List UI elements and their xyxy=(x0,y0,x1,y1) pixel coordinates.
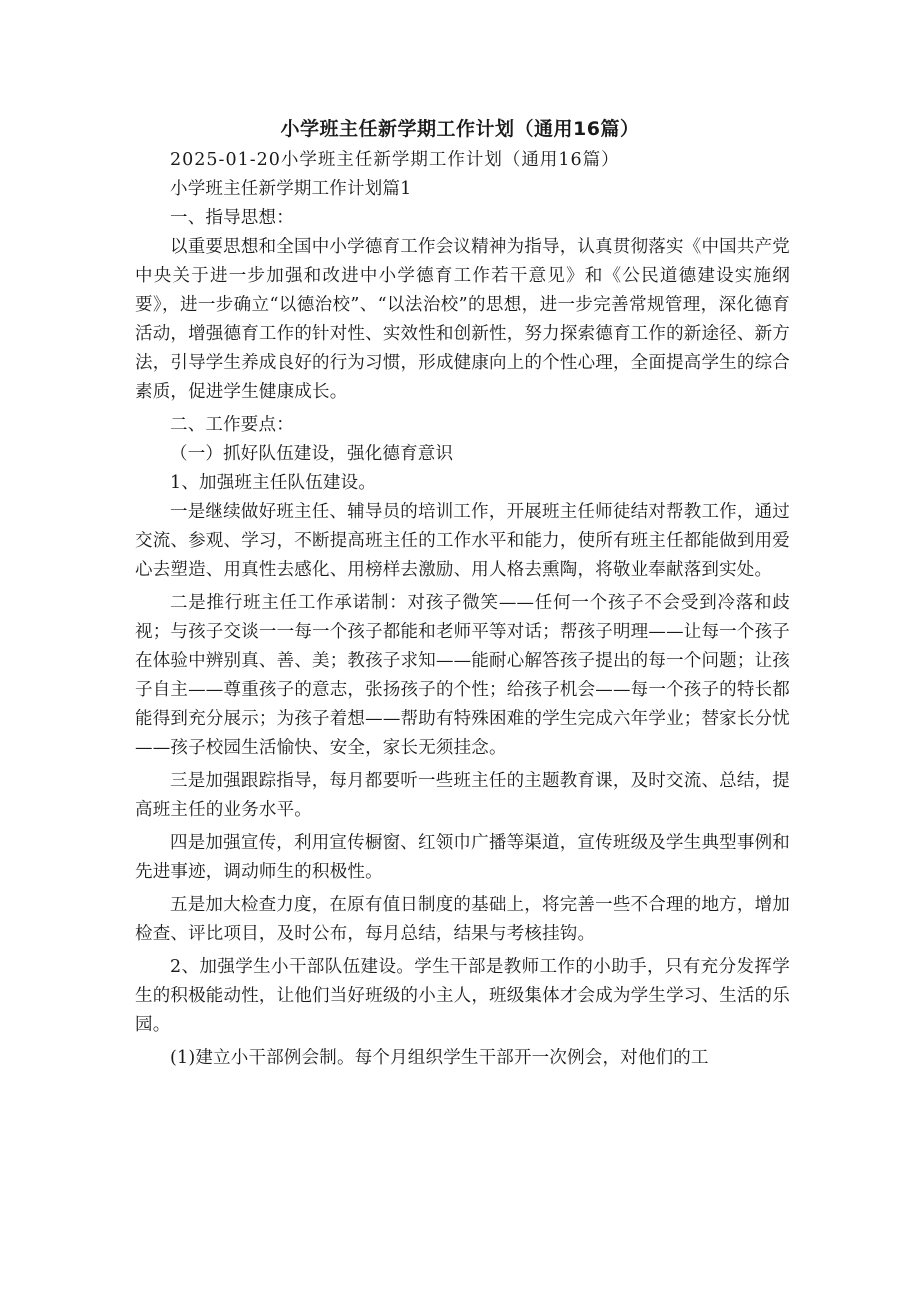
date-line: 2025-01-20小学班主任新学期工作计划（通用16篇） xyxy=(170,150,620,170)
section-heading: 小学班主任新学期工作计划篇1 xyxy=(170,179,412,199)
paragraph-cadre-meeting: (1)建立小干部例会制。每个月组织学生干部开一次例会，对他们的工 xyxy=(170,1048,709,1068)
heading-work-points: 二、工作要点： xyxy=(170,415,294,435)
paragraph-first: 一是继续做好班主任、辅导员的培训工作，开展班主任师徒结对帮教工作，通过交流、参观、学习，不断提高班主任的工作水平和能力，使所有班主任都能做到用爱心去塑造、用真性去感化、用榜样去激励、用人格去熏陶，将敬业奉献落到实处。 xyxy=(135,502,790,580)
paragraph-second: 二是推行班主任工作承诺制：对孩子微笑——任何一个孩子不会受到冷落和歧视；与孩子交谈一一每一个孩子都能和老师平等对话；帮孩子明理——让每一个孩子在体验中辨别真、善、美；教孩子求知——能耐心解答孩子提出的每一个问题；让孩子自主——尊重孩子的意志，张扬孩子的个性；给孩子机会——每一个孩子的特长都能得到充分展示；为孩子着想——帮助有特殊困难的学生完成六年学业；替家长分忧——孩子校园生活愉快、安全，家长无须挂念。 xyxy=(135,593,790,758)
paragraph-fourth: 四是加强宣传，利用宣传橱窗、红领巾广播等渠道，宣传班级及学生典型事例和先进事迹，调动师生的积极性。 xyxy=(135,833,790,882)
heading-guiding-thought: 一、指导思想： xyxy=(170,208,294,228)
item-teacher-team: 1、加强班主任队伍建设。 xyxy=(170,473,377,493)
document-title: 小学班主任新学期工作计划（通用16篇） xyxy=(280,118,640,140)
document-body xyxy=(135,146,790,1073)
paragraph-student-cadre: 2、加强学生小干部队伍建设。学生干部是教师工作的小助手，只有充分发挥学生的积极能动性，让他们当好班级的小主人，班级集体才会成为学生学习、生活的乐园。 xyxy=(135,957,790,1035)
paragraph-guiding-thought: 以重要思想和全国中小学德育工作会议精神为指导，认真贯彻落实《中国共产党中央关于进一步加强和改进中小学德育工作若干意见》和《公民道德建设实施纲要》，进一步确立“以德治校”、“以法治校”的思想，进一步完善常规管理，深化德育活动，增强德育工作的针对性、实效性和创新性，努力探索德育工作的新途径、新方法，引导学生养成良好的行为习惯，形成健康向上的个性心理，全面提高学生的综合素质，促进学生健康成长。 xyxy=(135,237,790,402)
paragraph-third: 三是加强跟踪指导，每月都要听一些班主任的主题教育课，及时交流、总结，提高班主任的业务水平。 xyxy=(135,771,790,820)
paragraph-fifth: 五是加大检查力度，在原有值日制度的基础上，将完善一些不合理的地方，增加检查、评比项目，及时公布，每月总结，结果与考核挂钩。 xyxy=(135,895,790,944)
heading-team-building: （一）抓好队伍建设，强化德育意识 xyxy=(170,444,454,464)
